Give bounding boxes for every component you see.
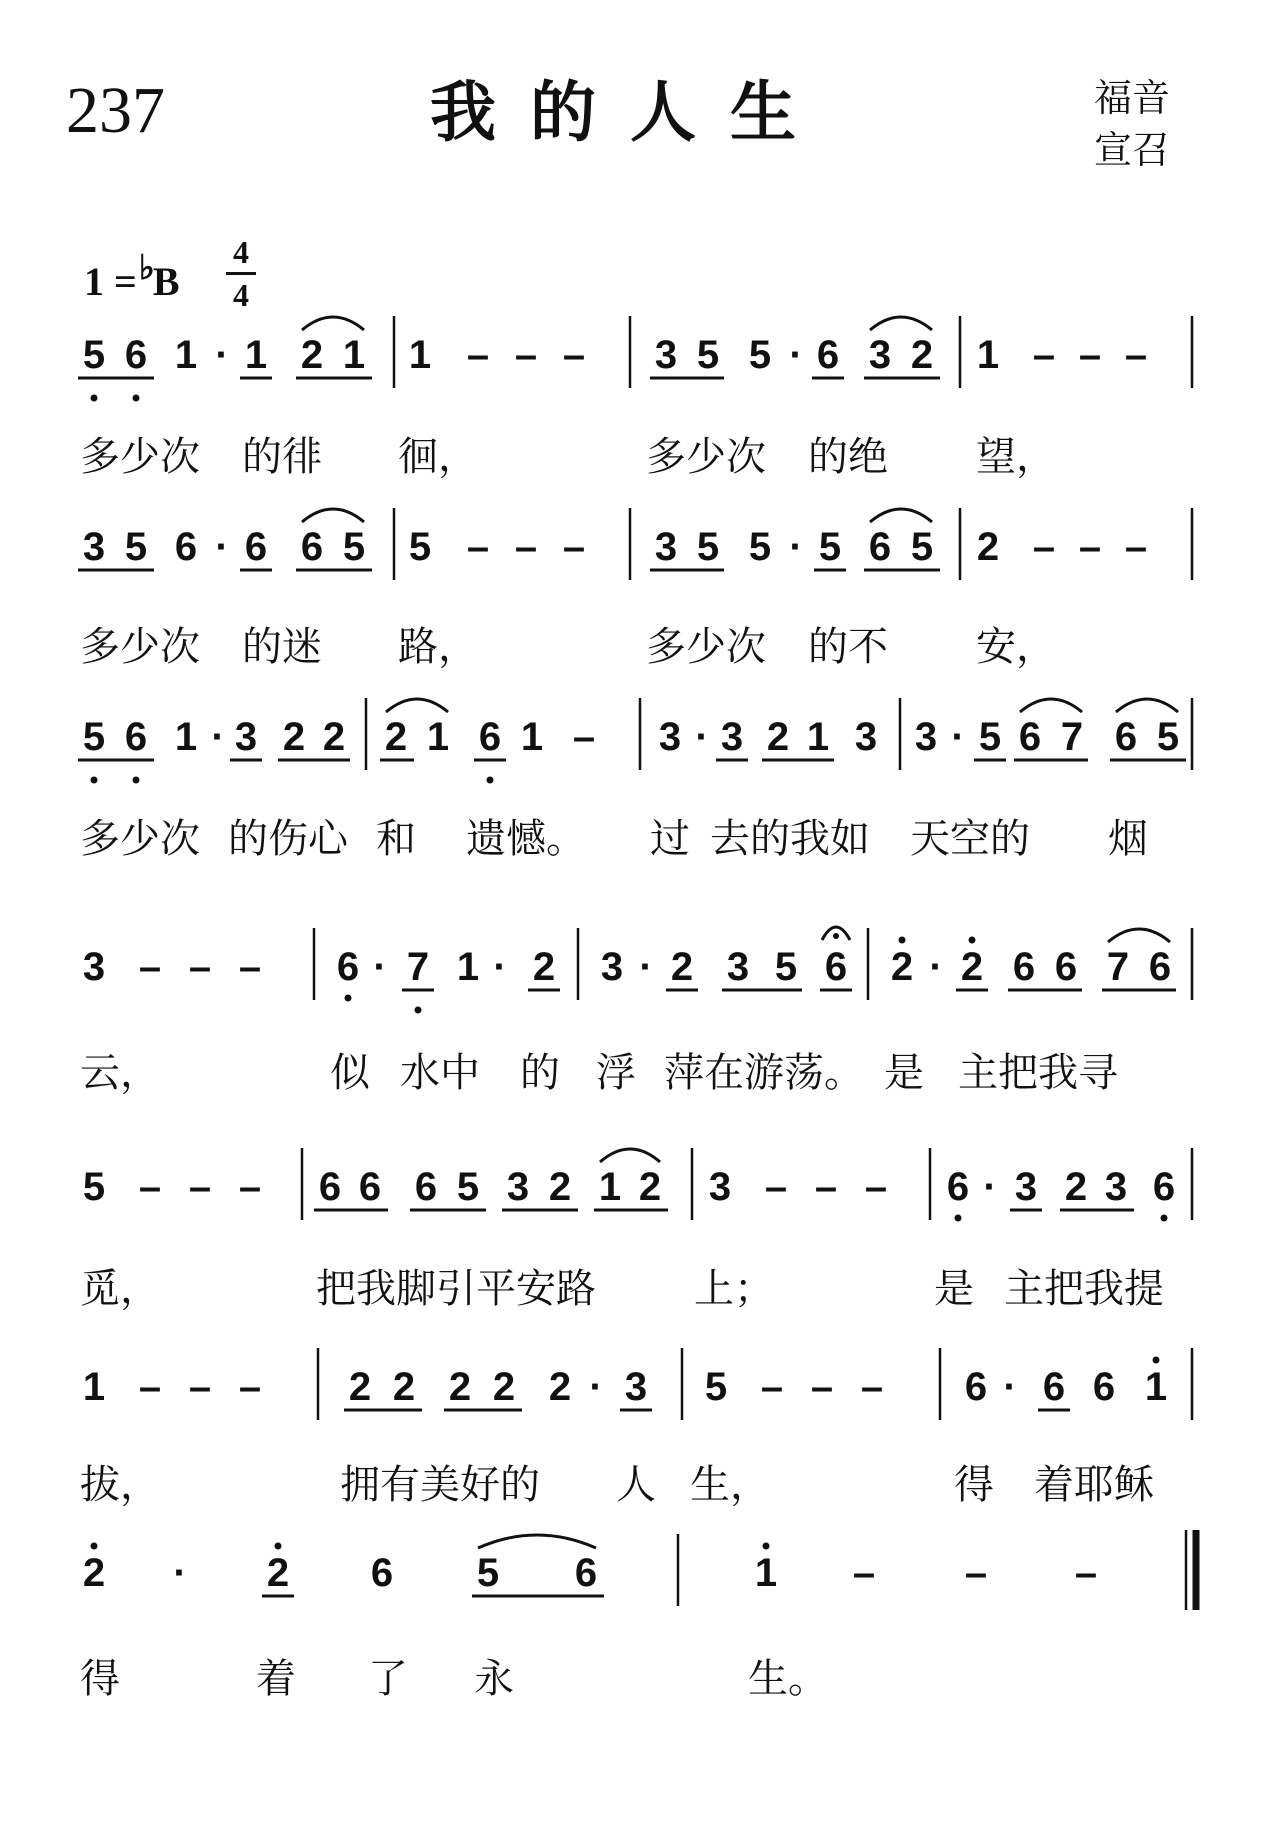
duration-dash: – bbox=[852, 1551, 876, 1595]
note: 5 bbox=[82, 1165, 106, 1209]
note: 5 bbox=[82, 715, 106, 759]
note: 5 bbox=[408, 525, 432, 569]
note: 6 bbox=[1148, 945, 1172, 989]
lyric-syllable: 浮 bbox=[596, 1050, 636, 1096]
note: 2 bbox=[910, 333, 934, 377]
low-octave-dot bbox=[415, 1007, 422, 1014]
note: 2 bbox=[322, 715, 346, 759]
lyric-syllable: 云， bbox=[80, 1050, 160, 1096]
slur-arc bbox=[600, 1149, 660, 1162]
low-octave-dot bbox=[133, 777, 140, 784]
note: 2 bbox=[532, 945, 556, 989]
lyric-syllable: 的伤心 bbox=[228, 816, 348, 862]
lyric-syllable: 萍在游荡。 bbox=[664, 1050, 864, 1096]
high-octave-dot bbox=[91, 1543, 98, 1550]
lyric-syllable: 安， bbox=[976, 624, 1056, 670]
lyric-syllable: 遗憾。 bbox=[466, 816, 586, 862]
note: 3 bbox=[82, 945, 106, 989]
hymn-number: 237 bbox=[66, 74, 165, 147]
lyric-syllable: 着 bbox=[256, 1656, 296, 1702]
duration-dash: – bbox=[814, 1165, 838, 1209]
duration-dash: – bbox=[864, 1165, 888, 1209]
note: 5 bbox=[456, 1165, 480, 1209]
note: 6 bbox=[1114, 715, 1138, 759]
slur-arc bbox=[1116, 699, 1178, 712]
note: 6 bbox=[478, 715, 502, 759]
note: 6 bbox=[1092, 1365, 1116, 1409]
note: 2 bbox=[638, 1165, 662, 1209]
lyric-syllable: 和 bbox=[376, 816, 416, 862]
lyric-syllable: 多少次 bbox=[646, 624, 766, 670]
lyric-syllable: 多少次 bbox=[80, 624, 200, 670]
slur-arc bbox=[478, 1535, 596, 1548]
note: 7 bbox=[406, 945, 430, 989]
lyric-syllable: 似 bbox=[330, 1050, 370, 1096]
duration-dash: – bbox=[1032, 333, 1056, 377]
note: 1 bbox=[806, 715, 830, 759]
note: 5 bbox=[696, 525, 720, 569]
note: 5 bbox=[342, 525, 366, 569]
lyric-syllable: 主把我提 bbox=[1004, 1266, 1164, 1312]
lyric-syllable: 上； bbox=[694, 1266, 774, 1312]
lyric-syllable: 觅， bbox=[80, 1266, 160, 1312]
duration-dash: – bbox=[188, 1165, 212, 1209]
low-octave-dot bbox=[955, 1215, 962, 1222]
note: 2 bbox=[766, 715, 790, 759]
lyric-syllable: 得 bbox=[954, 1462, 994, 1508]
note: 2 bbox=[548, 1365, 572, 1409]
duration-dash: – bbox=[572, 715, 596, 759]
lyric-syllable: 的不 bbox=[808, 624, 888, 670]
note: 2 bbox=[976, 525, 1000, 569]
lyric-syllable: 永 bbox=[474, 1656, 514, 1702]
duration-dash: – bbox=[1124, 333, 1148, 377]
note: 1 bbox=[408, 333, 432, 377]
duration-dash: – bbox=[860, 1365, 884, 1409]
slur-arc bbox=[870, 317, 932, 330]
note: 2 bbox=[548, 1165, 572, 1209]
note: 6 bbox=[574, 1551, 598, 1595]
lyric-syllable: 烟 bbox=[1108, 816, 1148, 862]
dot-extension: · bbox=[983, 1165, 997, 1209]
duration-dash: – bbox=[238, 1365, 262, 1409]
note: 2 bbox=[392, 1365, 416, 1409]
note: 5 bbox=[818, 525, 842, 569]
note: 3 bbox=[726, 945, 750, 989]
note: 6 bbox=[1018, 715, 1042, 759]
note: 2 bbox=[348, 1365, 372, 1409]
note: 6 bbox=[124, 715, 148, 759]
duration-dash: – bbox=[466, 333, 490, 377]
duration-dash: – bbox=[188, 945, 212, 989]
note: 6 bbox=[964, 1365, 988, 1409]
note: 3 bbox=[624, 1365, 648, 1409]
note: 3 bbox=[914, 715, 938, 759]
note: 6 bbox=[300, 525, 324, 569]
dot-extension: · bbox=[929, 945, 943, 989]
duration-dash: – bbox=[964, 1551, 988, 1595]
lyric-syllable: 天空的 bbox=[910, 816, 1030, 862]
note: 5 bbox=[774, 945, 798, 989]
lyric-syllable: 路， bbox=[398, 624, 478, 670]
note: 1 bbox=[976, 333, 1000, 377]
slur-arc bbox=[386, 699, 448, 712]
dot-extension: · bbox=[215, 333, 229, 377]
slur-arc bbox=[302, 509, 364, 522]
lyric-syllable: 了 bbox=[368, 1656, 408, 1702]
dot-extension: · bbox=[493, 945, 507, 989]
high-octave-dot bbox=[275, 1543, 282, 1550]
lyric-syllable: 多少次 bbox=[80, 434, 200, 480]
lyric-syllable: 把我脚引平安路 bbox=[316, 1266, 596, 1312]
note: 2 bbox=[492, 1365, 516, 1409]
note: 1 bbox=[82, 1365, 106, 1409]
note: 6 bbox=[244, 525, 268, 569]
hymn-title: 我的人生 bbox=[430, 74, 830, 151]
duration-dash: – bbox=[562, 525, 586, 569]
lyric-syllable: 是 bbox=[884, 1050, 924, 1096]
note: 3 bbox=[1014, 1165, 1038, 1209]
duration-dash: – bbox=[238, 945, 262, 989]
note: 1 bbox=[174, 715, 198, 759]
duration-dash: – bbox=[514, 525, 538, 569]
duration-dash: – bbox=[138, 1165, 162, 1209]
dot-extension: · bbox=[789, 333, 803, 377]
note: 7 bbox=[1060, 715, 1084, 759]
low-octave-dot bbox=[345, 995, 352, 1002]
note: 3 bbox=[658, 715, 682, 759]
note: 5 bbox=[82, 333, 106, 377]
duration-dash: – bbox=[810, 1365, 834, 1409]
note: 3 bbox=[1104, 1165, 1128, 1209]
note: 2 bbox=[282, 715, 306, 759]
note: 6 bbox=[414, 1165, 438, 1209]
note: 6 bbox=[124, 333, 148, 377]
duration-dash: – bbox=[1032, 525, 1056, 569]
duration-dash: – bbox=[1124, 525, 1148, 569]
note: 1 bbox=[520, 715, 544, 759]
note: 2 bbox=[82, 1551, 106, 1595]
duration-dash: – bbox=[764, 1165, 788, 1209]
duration-dash: – bbox=[238, 1165, 262, 1209]
slur-arc bbox=[302, 317, 364, 330]
duration-dash: – bbox=[466, 525, 490, 569]
note: 5 bbox=[696, 333, 720, 377]
note: 6 bbox=[1012, 945, 1036, 989]
lyric-syllable: 生， bbox=[690, 1462, 770, 1508]
note: 6 bbox=[946, 1165, 970, 1209]
flat-sign: ♭ bbox=[138, 250, 155, 287]
note: 1 bbox=[754, 1551, 778, 1595]
note: 3 bbox=[708, 1165, 732, 1209]
note: 2 bbox=[960, 945, 984, 989]
lyric-syllable: 生。 bbox=[748, 1656, 828, 1702]
note: 1 bbox=[598, 1165, 622, 1209]
note: 2 bbox=[300, 333, 324, 377]
note: 2 bbox=[670, 945, 694, 989]
lyric-syllable: 的迷 bbox=[242, 624, 322, 670]
key-letter: B bbox=[152, 259, 180, 304]
note: 1 bbox=[174, 333, 198, 377]
note: 1 bbox=[426, 715, 450, 759]
lyric-syllable: 是 bbox=[934, 1266, 974, 1312]
hymn-category: 福音宣召 bbox=[1094, 76, 1171, 172]
lyric-syllable: 水中 bbox=[400, 1050, 480, 1096]
low-octave-dot bbox=[1161, 1215, 1168, 1222]
lyric-syllable: 的 bbox=[520, 1050, 560, 1096]
note: 5 bbox=[978, 715, 1002, 759]
low-octave-dot bbox=[91, 777, 98, 784]
time-signature-bottom: 4 bbox=[233, 277, 249, 313]
low-octave-dot bbox=[133, 395, 140, 402]
lyric-syllable: 人 bbox=[616, 1462, 656, 1508]
dot-extension: · bbox=[211, 715, 225, 759]
duration-dash: – bbox=[760, 1365, 784, 1409]
note: 1 bbox=[1144, 1365, 1168, 1409]
lyric-syllable: 过 bbox=[650, 816, 690, 862]
note: 3 bbox=[600, 945, 624, 989]
slur-arc bbox=[1020, 699, 1082, 712]
duration-dash: – bbox=[1074, 1551, 1098, 1595]
dot-extension: · bbox=[639, 945, 653, 989]
note: 1 bbox=[342, 333, 366, 377]
note: 6 bbox=[358, 1165, 382, 1209]
high-octave-dot bbox=[969, 937, 976, 944]
duration-dash: – bbox=[138, 945, 162, 989]
note: 6 bbox=[370, 1551, 394, 1595]
lyric-syllable: 得 bbox=[80, 1656, 120, 1702]
note: 6 bbox=[318, 1165, 342, 1209]
dot-extension: · bbox=[373, 945, 387, 989]
lyric-syllable: 主把我寻 bbox=[958, 1050, 1118, 1096]
lyric-syllable: 去的我如 bbox=[710, 816, 870, 862]
fermata-dot bbox=[833, 933, 839, 939]
dot-extension: · bbox=[589, 1365, 603, 1409]
lyric-syllable: 拔， bbox=[80, 1462, 160, 1508]
key-prefix: 1 = bbox=[84, 259, 137, 304]
low-octave-dot bbox=[487, 777, 494, 784]
time-signature-top: 4 bbox=[226, 236, 256, 275]
dot-extension: · bbox=[789, 525, 803, 569]
note: 3 bbox=[82, 525, 106, 569]
note: 3 bbox=[720, 715, 744, 759]
duration-dash: – bbox=[138, 1365, 162, 1409]
low-octave-dot bbox=[91, 395, 98, 402]
slur-arc bbox=[1108, 929, 1170, 942]
note: 5 bbox=[704, 1365, 728, 1409]
note: 6 bbox=[816, 333, 840, 377]
lyric-syllable: 多少次 bbox=[646, 434, 766, 480]
note: 1 bbox=[456, 945, 480, 989]
high-octave-dot bbox=[1153, 1357, 1160, 1364]
note: 6 bbox=[1054, 945, 1078, 989]
lyric-syllable: 着耶稣 bbox=[1034, 1462, 1154, 1508]
note: 6 bbox=[174, 525, 198, 569]
dot-extension: · bbox=[695, 715, 709, 759]
note: 2 bbox=[1064, 1165, 1088, 1209]
note: 7 bbox=[1106, 945, 1130, 989]
duration-dash: – bbox=[1078, 525, 1102, 569]
note: 5 bbox=[476, 1551, 500, 1595]
note: 5 bbox=[910, 525, 934, 569]
note: 3 bbox=[654, 525, 678, 569]
dot-extension: · bbox=[1003, 1365, 1017, 1409]
dot-extension: · bbox=[951, 715, 965, 759]
note: 5 bbox=[1156, 715, 1180, 759]
duration-dash: – bbox=[188, 1365, 212, 1409]
lyric-syllable: 拥有美好的 bbox=[340, 1462, 540, 1508]
note: 3 bbox=[654, 333, 678, 377]
lyric-syllable: 的绝 bbox=[808, 434, 888, 480]
lyric-syllable: 的徘 bbox=[242, 434, 322, 480]
note: 2 bbox=[266, 1551, 290, 1595]
note: 3 bbox=[854, 715, 878, 759]
note: 5 bbox=[124, 525, 148, 569]
note: 6 bbox=[1152, 1165, 1176, 1209]
lyric-syllable: 徊， bbox=[398, 434, 478, 480]
duration-dash: – bbox=[514, 333, 538, 377]
lyric-syllable: 望， bbox=[976, 434, 1056, 480]
slur-arc bbox=[870, 509, 932, 522]
duration-dash: – bbox=[1078, 333, 1102, 377]
note: 2 bbox=[890, 945, 914, 989]
note: 1 bbox=[244, 333, 268, 377]
note: 6 bbox=[868, 525, 892, 569]
note: 2 bbox=[384, 715, 408, 759]
duration-dash: – bbox=[562, 333, 586, 377]
high-octave-dot bbox=[899, 937, 906, 944]
note: 3 bbox=[868, 333, 892, 377]
high-octave-dot bbox=[763, 1543, 770, 1550]
dot-extension: · bbox=[173, 1551, 187, 1595]
note: 5 bbox=[748, 525, 772, 569]
note: 6 bbox=[336, 945, 360, 989]
note: 3 bbox=[234, 715, 258, 759]
lyric-syllable: 多少次 bbox=[80, 816, 200, 862]
note: 6 bbox=[1042, 1365, 1066, 1409]
note: 5 bbox=[748, 333, 772, 377]
note: 2 bbox=[448, 1365, 472, 1409]
note: 6 bbox=[824, 945, 848, 989]
dot-extension: · bbox=[215, 525, 229, 569]
note: 3 bbox=[506, 1165, 530, 1209]
